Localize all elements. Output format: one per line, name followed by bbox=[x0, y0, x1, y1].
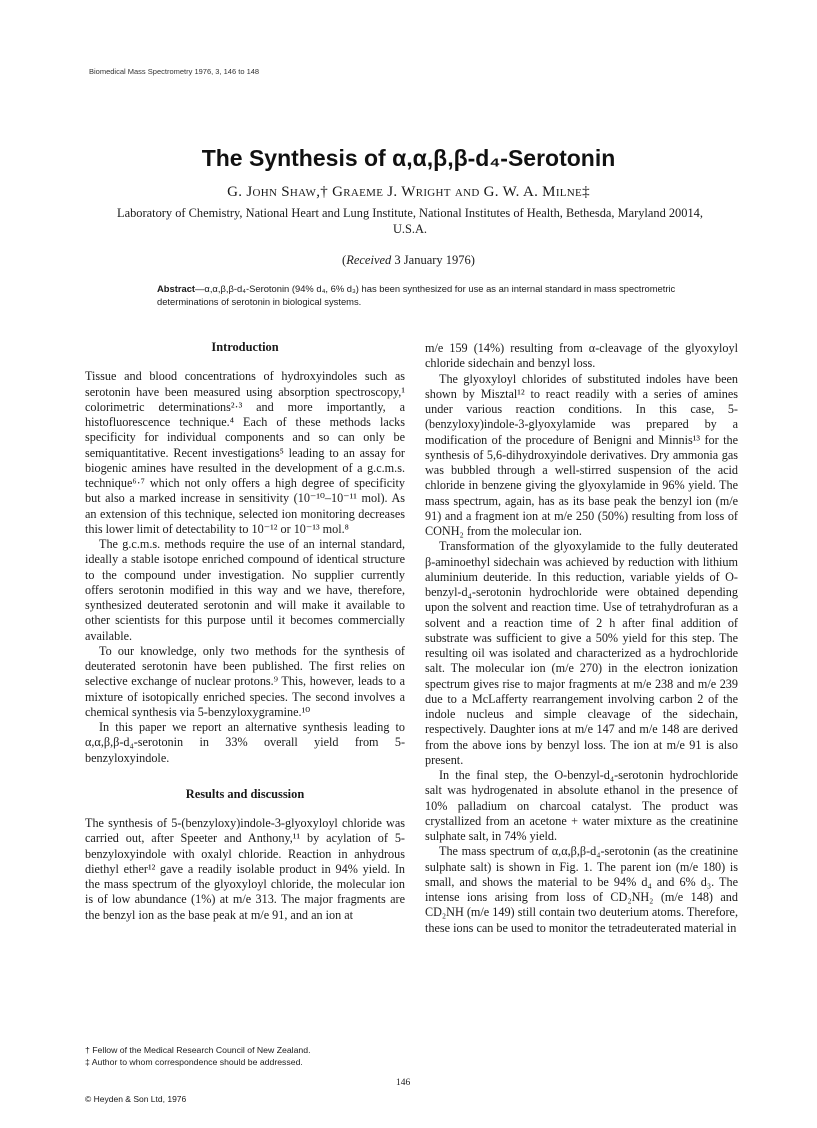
paragraph: Tissue and blood concentrations of hydroxyindoles such as serotonin have been measured using absorption spectroscopy,¹ colorimetric determinations²·³ and more importantly, a histofluorescence technique.⁴ Each of these methods lacks specificity for individual components and so can only be semiquantitative. Recent investigations⁵ leading to an assay for biogenic amines have resulted in the development of a g.c.m.s. technique⁶·⁷ which not only offers a high degree of specificity but also a marked increase in sensitivity (10⁻¹⁰–10⁻¹¹ mol). As an extension of this technique, selected ion monitoring decreases this lower limit of detectability to 10⁻¹² or 10⁻¹³ mol.⁸ bbox=[85, 369, 405, 536]
received-note: (Received 3 January 1976) bbox=[342, 253, 475, 267]
copyright-notice: © Heyden & Son Ltd, 1976 bbox=[85, 1094, 187, 1104]
journal-citation: Biomedical Mass Spectrometry 1976, 3, 146 to 148 bbox=[89, 67, 260, 76]
footnote: † Fellow of the Medical Research Council of New Zealand. bbox=[85, 1045, 311, 1055]
article-title: The Synthesis of α,α,β,β-d₄-Serotonin bbox=[201, 145, 616, 171]
footnote: ‡ Author to whom correspondence should be addressed. bbox=[85, 1057, 303, 1067]
page-number: 146 bbox=[396, 1078, 411, 1088]
paragraph: In the final step, the O-benzyl-d₄-serotonin hydrochloride salt was hydrogenated in absolute ethanol in the presence of 10% palladium on charcoal catalyst. The product was crystallized from an acetone + water mixture as the creatinine sulphate salt, in 74% yield. bbox=[425, 768, 738, 843]
paragraph: To our knowledge, only two methods for the synthesis of deuterated serotonin have been published. The first relies on selective exchange of nuclear protons.⁹ This, however, leads to a mixture of isotopically enriched species. The second involves a chemical synthesis via 5-benzyloxygramine.¹⁰ bbox=[85, 643, 405, 719]
paragraph: The glyoxyloyl chlorides of substituted indoles have been shown by Misztal¹² to react readily with a series of amines under various reaction conditions. In this case, 5-(benzyloxy)indole-3-glyoxylamide was prepared by a modification of the procedure of Benigni and Minnis¹³ for the synthesis of 5,6-dihydroxyindole derivatives. Dry ammonia gas was bubbled through a well-stirred suspension of the acid chloride in benzene giving the glyoxylamide in 96% yield. The mass spectrum, again, has as its base peak the benzyl ion (m/e 91) and a fragment ion at m/e 250 (50%) resulting from loss of CONH₂ from the molecular ion. bbox=[425, 371, 738, 538]
affiliation: Laboratory of Chemistry, National Heart and Lung Institute, National Institutes of Health, Bethesda, Maryland 20014, U.S.A. bbox=[117, 206, 703, 236]
received-label: Received bbox=[346, 253, 392, 267]
paragraph: The synthesis of 5-(benzyloxy)indole-3-glyoxyloyl chloride was carried out, after Speeter and Anthony,¹¹ by acylation of 5-benzyloxyindole with oxalyl chloride. Reaction in anhydrous diethyl ether¹² gave a readily isolable product in 94% yield. In the mass spectrum of the glyoxyloyl chloride, the molecular ion is of low abundance (1%) at m/e 313. The major fragments are the benzyl ion as the base peak at m/e 91, and an ion at bbox=[85, 816, 405, 922]
left-column bbox=[85, 340, 405, 923]
paragraph: Transformation of the glyoxylamide to the fully deuterated β-aminoethyl sidechain was achieved by reduction with lithium aluminium deuteride. In this reduction, variable yields of O-benzyl-d₄-serotonin hydrochloride were obtained depending upon the solvent and reaction time. Use of tetrahydrofuran as a solvent and a reaction time of 2 h after final addition of substrate was sufficient to give a 50% yield for this step. The resulting oil was isolated and characterized as a hydrochloride salt. The molecular ion (m/e 270) in the electron ionization spectrum gives rise to major fragments at m/e 238 and m/e 239 due to a McLafferty rearrangement involving carbon 2 of the indole nucleus and simple cleavage of the sidechain, respectively. Daughter ions at m/e 147 and m/e 148 are derived from the above ions by benzyl loss. The ion at m/e 91 is also present. bbox=[425, 539, 738, 767]
abstract-label: Abstract bbox=[157, 283, 196, 294]
footnotes bbox=[85, 1044, 405, 1068]
paragraph: m/e 159 (14%) resulting from α-cleavage of the glyoxyloyl chloride sidechain and benzyl loss. bbox=[425, 341, 738, 371]
author-list: G. John Shaw,† Graeme J. Wright and G. W. A. Milne‡ bbox=[227, 184, 590, 200]
received-date: 3 January 1976 bbox=[394, 253, 471, 267]
paragraph: The mass spectrum of α,α,β,β-d₄-serotonin (as the creatinine sulphate salt) is shown in Fig. 1. The parent ion (m/e 180) is small, and shows the material to be 94% d₄ and 6% d₃. The intense ions arising from loss of CD₂NH₂ (m/e 148) and CD₂NH (m/e 149) still contain two deuterium atoms. Therefore, these ions can be used to monitor the tetradeuterated material in bbox=[425, 844, 738, 935]
right-column bbox=[425, 341, 738, 936]
paragraph: The g.c.m.s. methods require the use of an internal standard, ideally a stable isotope enriched compound of identical structure to the compound under investigation. No supplier currently offers serotonin modified in this way and we have, therefore, synthesized deuterated serotonin and will make it available to other scientists for this purpose until it becomes commercially available. bbox=[85, 537, 405, 643]
abstract bbox=[157, 283, 677, 308]
section-heading-introduction: Introduction bbox=[211, 340, 279, 354]
abstract-text: —α,α,β,β-d₄-Serotonin (94% d₄, 6% d₃) has been synthesized for use as an internal standard in mass spectrometric determinations of serotonin in biological systems. bbox=[157, 283, 676, 307]
paragraph: In this paper we report an alternative synthesis leading to α,α,β,β-d₄-serotonin in 33% overall yield from 5-benzyloxyindole. bbox=[85, 720, 405, 765]
section-heading-results: Results and discussion bbox=[185, 786, 305, 801]
